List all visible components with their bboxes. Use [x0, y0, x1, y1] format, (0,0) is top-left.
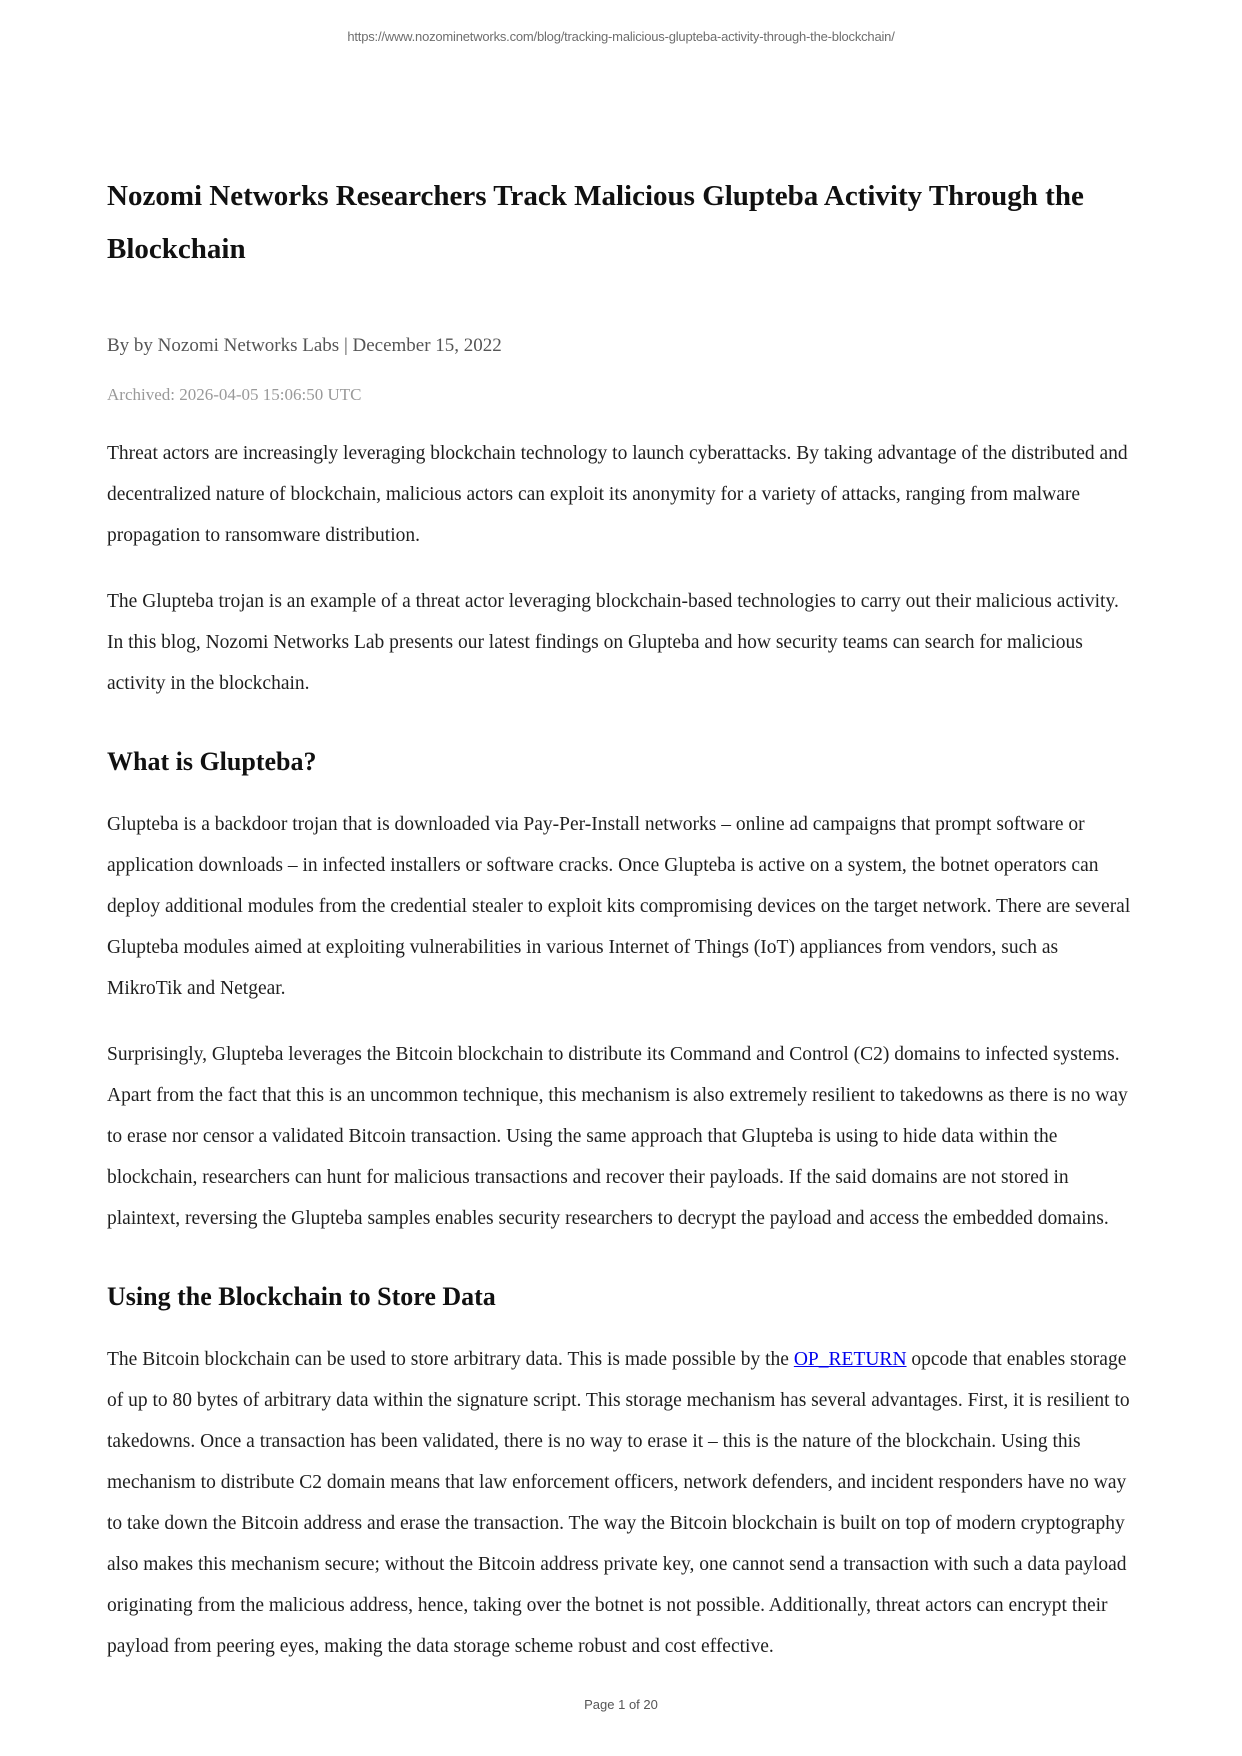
paragraph-bitcoin-c2: Surprisingly, Glupteba leverages the Bitcoin blockchain to distribute its Command and Control (C2) domains to infected systems. Apart from the fact that this is an uncommon technique, this mechanism is also extremely resilient to takedowns as there is no way to erase nor censor a validated Bitcoin transaction. Using the same approach that Glupteba is using to hide data within the blockchain, researchers can hunt for malicious transactions and recover their payloads. If the said domains are not stored in plaintext, reversing the Glupteba samples enables security researchers to decrypt the payload and access the embedded domains. [107, 1044, 1128, 1229]
section-heading-using-blockchain: Using the Blockchain to Store Data [107, 1282, 496, 1311]
paragraph-op-return-after-link: opcode that enables storage of up to 80 bytes of arbitrary data within the signature script. This storage mechanism has several advantages. First, it is resilient to takedowns. Once a transaction has been validated, there is no way to erase it – this is the nature of the blockchain. Using this mechanism to distribute C2 domain means that law enforcement officers, network defenders, and incident responders have no way to take down the Bitcoin address and erase the transaction. The way the Bitcoin blockchain is built on top of modern cryptography also makes this mechanism secure; without the Bitcoin address private key, one cannot send a transaction with such a data payload originating from the malicious address, hence, taking over the botnet is not possible. Additionally, threat actors can encrypt their payload from peering eyes, making the data storage scheme robust and cost effective. [107, 1349, 1130, 1657]
archived-timestamp: Archived: 2026-04-05 15:06:50 UTC [107, 385, 362, 404]
paragraph-op-return [107, 1339, 1137, 1667]
section-heading-what-is-glupteba: What is Glupteba? [107, 747, 317, 776]
page-number: Page 1 of 20 [584, 1697, 658, 1712]
article-title: Nozomi Networks Researchers Track Malicious Glupteba Activity Through the Blockchain [107, 180, 1084, 265]
paragraph-glupteba-trojan: The Glupteba trojan is an example of a threat actor leveraging blockchain-based technologies to carry out their malicious activity. In this blog, Nozomi Networks Lab presents our latest findings on Glupteba and how security teams can search for malicious activity in the blockchain. [107, 591, 1119, 694]
paragraph-op-return-before-link: The Bitcoin blockchain can be used to store arbitrary data. This is made possible by the [107, 1349, 794, 1370]
print-header-url: https://www.nozominetworks.com/blog/tracking-malicious-glupteba-activity-through-the-blockchain/ [347, 29, 895, 44]
article-byline: By by Nozomi Networks Labs | December 15, 2022 [107, 335, 502, 356]
paragraph-glupteba-description: Glupteba is a backdoor trojan that is downloaded via Pay-Per-Install networks – online ad campaigns that prompt software or application downloads – in infected installers or software cracks. Once Glupteba is active on a system, the botnet operators can deploy additional modules from the credential stealer to exploit kits compromising devices on the target network. There are several Glupteba modules aimed at exploiting vulnerabilities in various Internet of Things (IoT) appliances from vendors, such as MikroTik and Netgear. [107, 814, 1131, 999]
op-return-link[interactable]: OP_RETURN [793, 1349, 907, 1370]
paragraph-threat-actors: Threat actors are increasingly leveraging blockchain technology to launch cyberattacks. By taking advantage of the distributed and decentralized nature of blockchain, malicious actors can exploit its anonymity for a variety of attacks, ranging from malware propagation to ransomware distribution. [107, 443, 1128, 546]
article-body [107, 0, 1137, 1667]
